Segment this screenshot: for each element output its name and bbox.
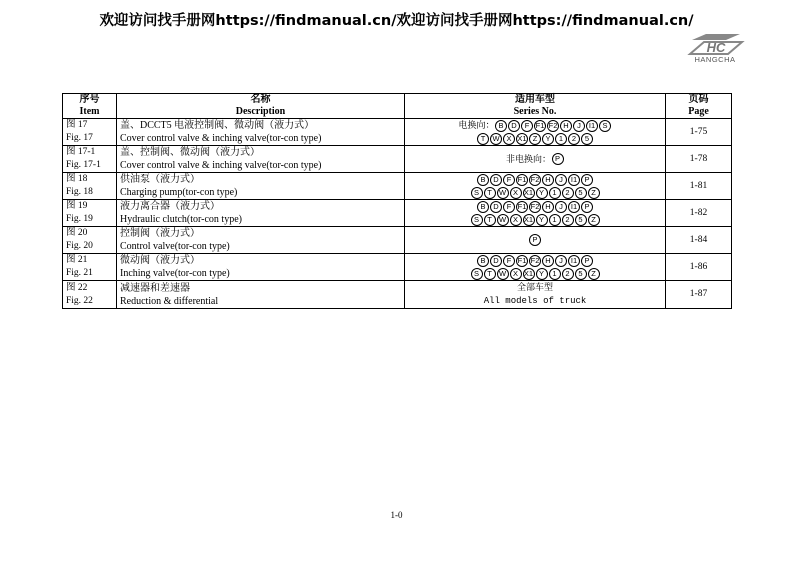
header-page <box>666 94 732 119</box>
name-en: Inching valve(tor-con type) <box>120 268 230 279</box>
fig-cn: 图 18 <box>66 174 88 184</box>
name-cn: 微动阀（液力式） <box>120 255 200 266</box>
description-cell <box>117 227 405 254</box>
series-code-badge: H <box>542 255 554 267</box>
item-cell <box>63 227 117 254</box>
fig-cn: 图 20 <box>66 228 88 238</box>
series-line <box>408 132 662 145</box>
series-code-badge: H <box>560 120 572 132</box>
header-page-cn: 页码 <box>688 94 709 105</box>
table-row <box>63 146 732 173</box>
series-code-badge: 1 <box>549 268 561 280</box>
series-code-badge: D <box>490 255 502 267</box>
series-code-badge: B <box>477 201 489 213</box>
series-code-badge: D <box>508 120 520 132</box>
series-code-badge: T <box>484 268 496 280</box>
parts-index-table <box>62 93 732 309</box>
header-description <box>117 94 405 119</box>
series-cell <box>405 119 666 146</box>
page-cell: 1-84 <box>666 227 732 254</box>
name-en: Control valve(tor-con type) <box>120 241 230 252</box>
series-code-badge: B <box>477 255 489 267</box>
series-code-badge: F1 <box>517 201 527 211</box>
series-code-badge: 2 <box>562 214 574 226</box>
name-cn: 盖、控制阀、微动阀（液力式） <box>120 147 260 158</box>
page-cell: 1-81 <box>666 173 732 200</box>
series-code-badge: I1 <box>586 120 598 132</box>
page-cell: 1-82 <box>666 200 732 227</box>
header-page-en: Page <box>688 106 709 117</box>
series-code-badge: I1 <box>568 174 580 186</box>
description-cell <box>117 119 405 146</box>
series-code-badge: 1 <box>555 133 567 145</box>
series-code-badge: Y <box>536 187 548 199</box>
series-code-badge: S <box>471 187 483 199</box>
table-row <box>63 119 732 146</box>
fig-en: Fig. 22 <box>66 295 93 306</box>
series-code-badge: Y <box>542 133 554 145</box>
series-code-badge: Z <box>588 268 600 280</box>
fig-en: Fig. 18 <box>66 187 93 197</box>
series-code-badge: 2 <box>562 268 574 280</box>
series-code-badge: F1 <box>517 255 527 265</box>
series-code-badge: F2 <box>530 255 540 265</box>
series-code-badge: 2 <box>562 187 574 199</box>
series-code-badge: P <box>529 234 541 246</box>
series-cell <box>405 227 666 254</box>
series-cell <box>405 281 666 309</box>
series-code-badge: X <box>510 214 522 226</box>
series-code-badge: H <box>542 174 554 186</box>
fig-cn: 图 22 <box>66 282 88 293</box>
series-code-badge: X1 <box>523 268 534 278</box>
series-code-badge: X <box>503 133 515 145</box>
item-cell <box>63 254 117 281</box>
page-cell: 1-87 <box>666 281 732 309</box>
series-prefix: 电换向： <box>458 120 495 130</box>
series-code-badge: I1 <box>568 255 580 267</box>
name-cn: 液力离合器（液力式） <box>120 201 220 212</box>
page-cell: 1-78 <box>666 146 732 173</box>
series-cell <box>405 173 666 200</box>
page-cell: 1-75 <box>666 119 732 146</box>
table-row <box>63 173 732 200</box>
name-cn: 供油泵（液力式） <box>120 174 200 185</box>
series-line <box>408 186 662 199</box>
table-row <box>63 200 732 227</box>
series-code-badge: I1 <box>568 201 580 213</box>
series-code-badge: X1 <box>523 187 534 197</box>
fig-cn: 图 17 <box>66 120 88 130</box>
name-en: Reduction & differential <box>120 295 219 307</box>
fig-en: Fig. 20 <box>66 241 93 251</box>
page-number: 1-0 <box>390 510 403 520</box>
series-code-badge: W <box>497 268 509 280</box>
header-series-en: Series No. <box>513 106 557 117</box>
series-code-badge: F1 <box>517 174 527 184</box>
series-code-badge: 2 <box>568 133 580 145</box>
series-code-badge: S <box>599 120 611 132</box>
brand-name: HANGCHA <box>694 55 736 64</box>
fig-en: Fig. 17 <box>66 133 93 143</box>
series-code-badge: P <box>581 255 593 267</box>
name-cn: 控制阀（液力式） <box>120 228 200 239</box>
series-code-badge: W <box>497 187 509 199</box>
fig-en: Fig. 19 <box>66 214 93 224</box>
fig-en: Fig. 17-1 <box>66 160 101 170</box>
series-code-badge: F <box>503 174 515 186</box>
fig-cn: 图 21 <box>66 255 88 265</box>
page-cell: 1-86 <box>666 254 732 281</box>
series-code-badge: B <box>495 120 507 132</box>
series-code-badge: B <box>477 174 489 186</box>
series-code-badge: 5 <box>575 187 587 199</box>
item-cell <box>63 146 117 173</box>
series-line <box>408 254 662 267</box>
series-code-badge: J <box>573 120 585 132</box>
series-code-badge: J <box>555 201 567 213</box>
series-code-badge: P <box>552 153 564 165</box>
item-cell <box>63 200 117 227</box>
name-en: Charging pump(tor-con type) <box>120 187 238 198</box>
watermark-banner: 欢迎访问找手册网https://findmanual.cn/欢迎访问找手册网https://findmanual.cn/ <box>99 13 694 29</box>
table-header-row <box>63 94 732 119</box>
series-code-badge: X <box>510 187 522 199</box>
series-code-badge: 5 <box>575 214 587 226</box>
table-row <box>63 254 732 281</box>
series-code-badge: D <box>490 174 502 186</box>
fig-en: Fig. 21 <box>66 268 93 278</box>
series-code-badge: F2 <box>530 201 540 211</box>
description-cell <box>117 281 405 309</box>
header-item-en: Item <box>79 106 100 117</box>
header-item <box>63 94 117 119</box>
description-cell <box>117 173 405 200</box>
series-code-badge: F <box>503 255 515 267</box>
svg-text:HC: HC <box>706 40 726 55</box>
table-row <box>63 281 732 309</box>
series-cell <box>405 200 666 227</box>
series-code-badge: T <box>484 187 496 199</box>
series-code-badge: S <box>471 268 483 280</box>
name-en: Cover control valve & inching valve(tor-con type) <box>120 160 322 171</box>
name-en: Cover control valve & inching valve(tor-con type) <box>120 133 322 144</box>
name-cn: 盖、DCCT5 电液控制阀、微动阀（液力式） <box>120 120 315 131</box>
description-cell <box>117 254 405 281</box>
series-code-badge: Z <box>529 133 541 145</box>
series-code-badge: F <box>503 201 515 213</box>
series-code-badge: J <box>555 255 567 267</box>
series-code-badge: H <box>542 201 554 213</box>
series-line <box>408 119 662 132</box>
series-line <box>408 234 662 247</box>
series-code-badge: W <box>497 214 509 226</box>
series-code-badge: 1 <box>549 187 561 199</box>
series-code-badge: 5 <box>575 268 587 280</box>
header-series-cn: 适用车型 <box>515 94 555 105</box>
series-code-badge: P <box>581 174 593 186</box>
series-code-badge: F <box>521 120 533 132</box>
series-code-badge: Y <box>536 268 548 280</box>
series-code-badge: Z <box>588 214 600 226</box>
series-code-badge: F1 <box>535 120 545 130</box>
name-cn: 减速器和差速器 <box>120 282 190 294</box>
series-line <box>408 213 662 226</box>
series-code-badge: J <box>555 174 567 186</box>
item-cell <box>63 119 117 146</box>
item-cell <box>63 173 117 200</box>
series-code-badge: D <box>490 201 502 213</box>
series-code-badge: F2 <box>530 174 540 184</box>
series-line <box>408 267 662 280</box>
series-code-badge: F2 <box>548 120 558 130</box>
series-code-badge: T <box>484 214 496 226</box>
series-code-badge: 1 <box>549 214 561 226</box>
series-line <box>408 200 662 213</box>
series-line <box>408 153 662 166</box>
series-prefix: 非电换向： <box>505 153 551 164</box>
series-cell <box>405 146 666 173</box>
series-code-badge: X1 <box>517 133 527 143</box>
series-code-badge: P <box>581 201 593 213</box>
fig-cn: 图 19 <box>66 201 88 211</box>
series-code-badge: 5 <box>581 133 593 145</box>
header-item-cn: 序号 <box>79 94 100 105</box>
series-code-badge: W <box>490 133 502 145</box>
series-code-badge: X1 <box>523 214 534 224</box>
series-code-badge: X <box>510 268 522 280</box>
series-all-cn: 全部车型 <box>516 282 553 292</box>
series-code-badge: S <box>471 214 483 226</box>
name-en: Hydraulic clutch(tor-con type) <box>120 214 242 225</box>
item-cell <box>63 281 117 309</box>
description-cell <box>117 146 405 173</box>
header-description-cn: 名称 <box>250 94 271 105</box>
series-code-badge: Z <box>588 187 600 199</box>
series-cell <box>405 254 666 281</box>
description-cell <box>117 200 405 227</box>
series-line <box>408 173 662 186</box>
series-code-badge: Y <box>536 214 548 226</box>
header-series <box>405 94 666 119</box>
series-all-en: All models of truck <box>483 296 587 306</box>
table-row <box>63 227 732 254</box>
header-description-en: Description <box>235 106 286 117</box>
fig-cn: 图 17-1 <box>66 147 96 157</box>
series-code-badge: T <box>477 133 489 145</box>
